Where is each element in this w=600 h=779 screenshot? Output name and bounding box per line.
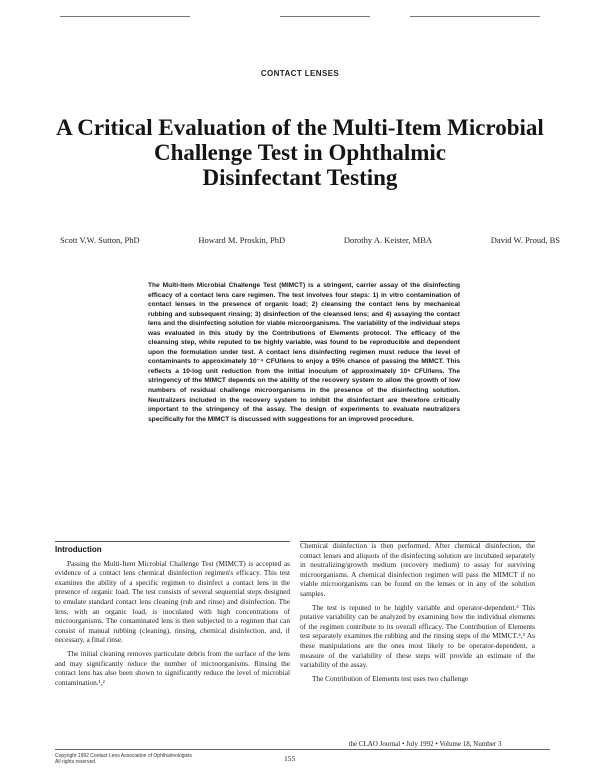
section-label: CONTACT LENSES [260, 69, 340, 78]
paragraph: The test is reputed to be highly variable and operator-dependent.³ This putative variability can be analyzed by examining how the individual elements of the regimen contribute to its overall efficacy. The Contribution of Elements test separately examines the rubbing and the rinsing steps of the MIMCT.⁴,⁵ As these manipulations are the ones most likely to be operator-dependent, a measure of the variability of these steps will provide an estimate of the variability of the assay. [300, 602, 535, 670]
author: Dorothy A. Keister, MBA [343, 235, 433, 245]
paragraph: The initial cleaning removes particulate debris from the surface of the lens and may significantly reduce the number of microorganisms. Rinsing the contact lens has also been shown to significantly reduce the level of microbial contamination.¹,² [55, 648, 290, 687]
page-number: 155 [284, 754, 296, 763]
abstract: The Multi-Item Microbial Challenge Test (MIMCT) is a stringent, carrier assay of the disinfecting efficacy of a contact lens care regimen. The test involves four steps: 1) in vitro contamination of contact lenses in the presence of organic load; 2) cleansing the contact lens by mechanical rubbing and subsequent rinsing; 3) disinfection of the cleansed lens; and 4) assaying the contact lens and the disinfecting solution for viable microorganisms. The variability of the individual steps was evaluated in this study by the Contributions of Elements protocol. The efficacy of the cleansing step, while reputed to be highly variable, was found to be reproducible and dependent upon the formulation under test. A contact lens disinfecting regimen must reduce the level of contaminants to approximately 10⁻⁴ CFU/lens to enjoy a 95% chance of passing the MIMCT. This reflects a 10-log unit reduction from the initial inoculum of approximately 10⁶ CFU/lens. The stringency of the MIMCT depends on the ability of the recovery system to allow the growth of low numbers of residual challenge microorganisms in the presence of the disinfecting solution. Neutralizers included in the recovery system to inhibit the disinfectant are therefore critically important to the stringency of the assay. The design of experiments to evaluate neutralizers specifically for the MIMCT is discussed with suggestions for an improved procedure. [148, 282, 460, 423]
paragraph: The Contribution of Elements test uses two challenge [312, 673, 469, 683]
top-rule-center [280, 16, 370, 17]
article-title [30, 115, 570, 190]
top-rule-left [60, 16, 190, 17]
title-line: Challenge Test in Ophthalmic [153, 140, 447, 165]
author: Howard M. Proskin, PhD [198, 235, 286, 245]
right-column [300, 541, 535, 683]
left-column [55, 541, 290, 687]
author: David W. Proud, BS [490, 235, 560, 245]
copyright-line: All rights reserved. [55, 759, 97, 765]
copyright-notice [55, 753, 192, 765]
top-rule-right [410, 16, 540, 17]
author: Scott V.W. Sutton, PhD [60, 235, 140, 245]
section-heading: Introduction [55, 545, 102, 554]
paragraph: Chemical disinfection is then performed. After chemical disinfection, the contact lenses and aliquots of the disinfecting solution are incubated separately in neutralizing/growth medium (recovery medium) to assay for surviving microorganisms. A chemical disinfection regimen will pass the MIMCT if no viable microorganisms can be found on the lenses or in any of the solution samples. [300, 541, 535, 598]
author-list [60, 235, 560, 245]
running-footer: the CLAO Journal • July 1992 • Volume 18, Number 3 [348, 740, 502, 748]
footer-rule [55, 749, 550, 750]
title-line: Disinfectant Testing [202, 165, 398, 190]
copyright-line: Copyright 1992 Contact Lens Association of Ophthalmologists [55, 753, 193, 759]
title-line: A Critical Evaluation of the Multi-Item Microbial [56, 115, 544, 140]
paragraph: Passing the Multi-Item Microbial Challenge Test (MIMCT) is accepted as evidence of a contact lens chemical disinfection regimen's efficacy. This test examines the ability of a specific regimen to disinfect a contact lens in the presence of organic load. The test consists of several sequential steps designed to emulate standard contact lens cleaning (rub and rinse) and disinfection. The lens, with an organic load, is inoculated with high concentrations of microorganisms. The contaminated lens is then subjected to a regimen that can consist of manual rubbing (cleaning), rinsing, chemical disinfection, and, if necessary, a final rinse. [55, 558, 290, 645]
